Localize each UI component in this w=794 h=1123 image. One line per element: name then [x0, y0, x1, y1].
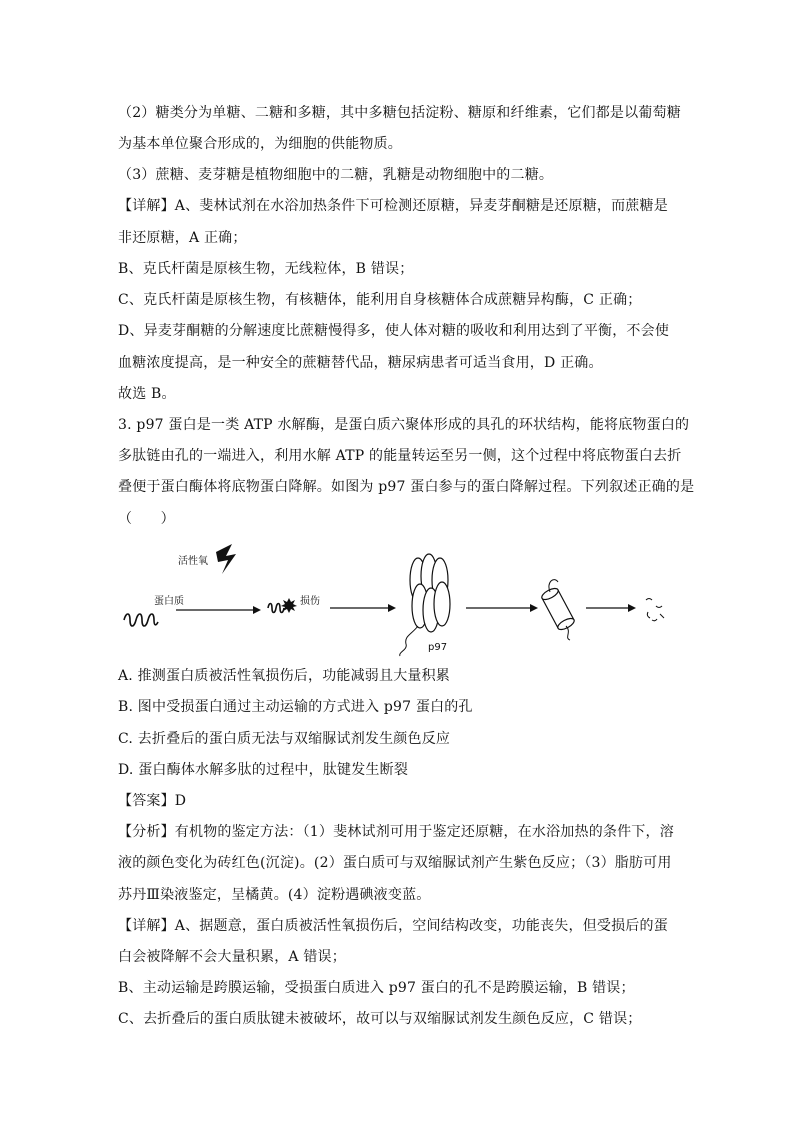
text-line: 苏丹Ⅲ染液鉴定，呈橘黄。(4）淀粉遇碘液变蓝。 — [118, 887, 431, 903]
answer-blank: （ ） — [118, 511, 175, 527]
text-line: B、主动运输是跨膜运输，受损蛋白质进入 p97 蛋白的孔不是跨膜运输，B 错误； — [118, 980, 635, 996]
polypeptide-chain — [400, 626, 418, 656]
proteasome-icon — [540, 586, 576, 632]
arrow-3-head — [530, 604, 538, 612]
text-line: 叠便于蛋白酶体将底物蛋白降解。如图为 p97 蛋白参与的蛋白降解过程。下列叙述正确的是 — [118, 479, 695, 495]
peptide-fragments-icon — [646, 599, 664, 621]
coiled-protein-icon — [124, 614, 158, 626]
option-a: A. 推测蛋白质被活性氧损伤后，功能减弱且大量积累 — [118, 668, 451, 684]
explanation-line: 【详解】A、据题意，蛋白质被活性氧损伤后，空间结构改变，功能丧失，但受损后的蛋 — [118, 918, 668, 934]
question-3-stem: 3. p97 蛋白是一类 ATP 水解酶，是蛋白质六聚体形成的具孔的环状结构，能将底物蛋白的 — [118, 417, 690, 433]
text-line: 故选 B。 — [118, 386, 176, 402]
p97-degradation-figure — [118, 540, 678, 660]
arrow-1-head — [253, 606, 261, 614]
label-damage: 损伤 — [300, 596, 320, 607]
label-protein: 蛋白质 — [154, 596, 184, 607]
text-line: 【详解】A、斐林试剂在水浴加热条件下可检测还原糖，异麦芽酮糖是还原糖，而蔗糖是 — [118, 198, 668, 214]
damaged-protein-icon — [268, 604, 284, 613]
text-line: 非还原糖，A 正确； — [118, 230, 247, 246]
answer-line: 【答案】D — [118, 793, 187, 809]
option-c: C. 去折叠后的蛋白质无法与双缩脲试剂发生颜色反应 — [118, 731, 451, 747]
analysis-line: 【分析】有机物的鉴定方法：（1）斐林试剂可用于鉴定还原糖，在水浴加热的条件下，溶 — [118, 824, 674, 840]
text-line: C、去折叠后的蛋白质肽键未被破坏，故可以与双缩脲试剂发生颜色反应，C 错误； — [118, 1011, 642, 1027]
text-line: 白会被降解不会大量积累，A 错误； — [118, 949, 346, 965]
p97-hexamer-icon — [410, 554, 450, 632]
text-line: 多肽链由孔的一端进入，利用水解 ATP 的能量转运至另一侧，这个过程中将底物蛋白去折 — [118, 448, 682, 464]
text-line: （3）蔗糖、麦芽糖是植物细胞中的二糖，乳糖是动物细胞中的二糖。 — [118, 167, 554, 183]
text-line: D、异麦芽酮糖的分解速度比蔗糖慢得多，使人体对糖的吸收和利用达到了平衡，不会使 — [118, 323, 670, 339]
text-line: 血糖浓度提高，是一种安全的蔗糖替代品，糖尿病患者可适当食用，D 正确。 — [118, 355, 603, 371]
label-p97: p97 — [428, 642, 448, 653]
text-line: （2）糖类分为单糖、二糖和多糖，其中多糖包括淀粉、糖原和纤维素，它们都是以葡萄糖 — [118, 105, 681, 121]
figure-svg — [118, 540, 678, 660]
text-line: 液的颜色变化为砖红色(沉淀)。(2）蛋白质可与双缩脲试剂产生紫色反应；（3）脂肪可用 — [118, 855, 672, 871]
text-line: 为基本单位聚合形成的，为细胞的供能物质。 — [118, 136, 402, 152]
arrow-2-head — [388, 604, 396, 612]
label-ros: 活性氧 — [178, 556, 208, 567]
text-line: B、克氏杆菌是原核生物，无线粒体，B 错误； — [118, 261, 414, 277]
option-b: B. 图中受损蛋白通过主动运输的方式进入 p97 蛋白的孔 — [118, 699, 473, 715]
text-line: C、克氏杆菌是原核生物，有核糖体，能利用自身核糖体合成蔗糖异构酶，C 正确； — [118, 292, 642, 308]
lightning-icon — [216, 544, 236, 574]
damage-burst-icon — [281, 598, 297, 613]
option-d: D. 蛋白酶体水解多肽的过程中，肽键发生断裂 — [118, 762, 409, 778]
arrow-4-head — [628, 604, 636, 612]
